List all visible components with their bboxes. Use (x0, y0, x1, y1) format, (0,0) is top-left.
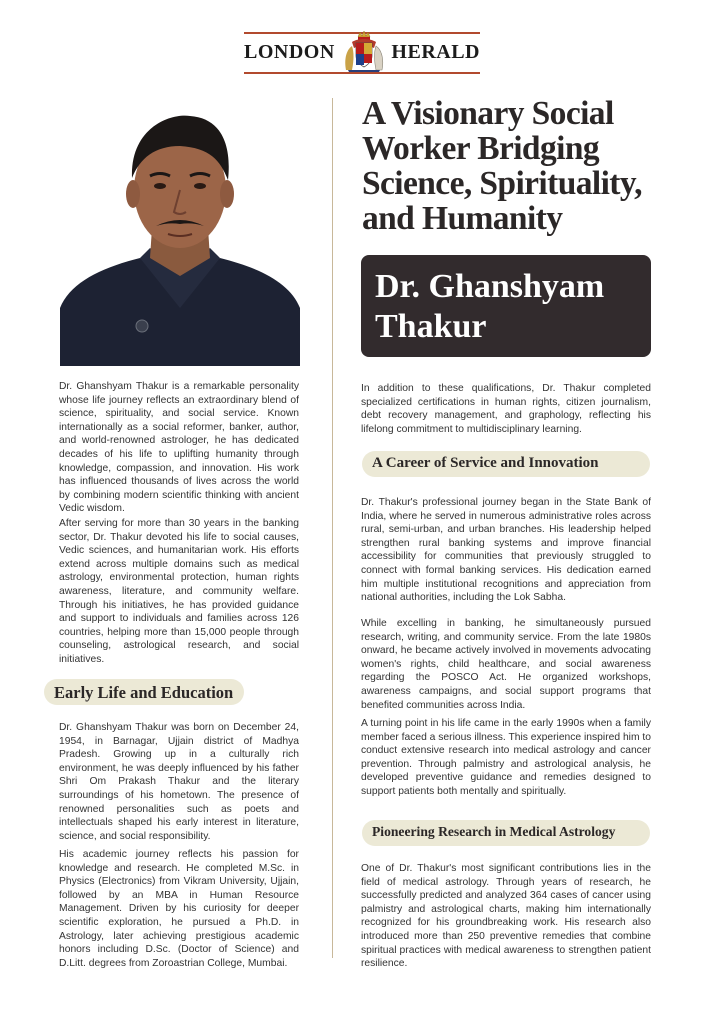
community-service-paragraph: While excelling in banking, he simultaneously pursued research, writing, and community service. From the late 1980s onward, he became actively involved in movements advocating women's rights, child healthcare, and social awareness regarding the POSCO Act. He organized workshops, awareness campaigns, and social support programs that benefited communities across India. (361, 618, 651, 711)
medical-astrology-paragraph: One of Dr. Thakur's most significant contributions lies in the field of medical astrology. Through years of research, he successfully predicted and analyzed 364 cases of cancer using palmistry and astrological charts, making him internationally recognized for his groundbreaking work. His research also introduced more than 250 preventive remedies that combine spiritual practices with medical awareness to strengthen patient resilience. (361, 863, 651, 970)
professional-journey-paragraph: Dr. Thakur's professional journey began in the State Bank of India, where he served in numerous administrative roles across rural, semi-urban, and urban branches. His leadership helped strengthen rural banking systems and improve financial accessibility for communities that previously struggled to connect with formal banking services. His dedication earned him multiple institutional recognitions and appreciation from national authorities, including the Lok Sabha. (361, 497, 651, 604)
masthead-right-word: HERALD (391, 41, 480, 63)
name-box (361, 255, 651, 357)
turning-point-paragraph: A turning point in his life came in the early 1990s when a family member faced a serious illness. This experience inspired him to conduct extensive research into medical astrology and cancer prevention. Through palmistry and astrological analysis, he developed preventive guidance and remedies designed to support patients both mentally and spiritually. (361, 718, 651, 797)
section-heading-research: Pioneering Research in Medical Astrology (362, 820, 650, 846)
certifications-paragraph: In addition to these qualifications, Dr. Thakur completed specialized certifications in human rights, citizen journalism, debt recovery management, and graphology, reflecting his lifelong commitment to multidisciplinary learning. (361, 383, 651, 435)
intro-paragraph: Dr. Ghanshyam Thakur is a remarkable personality whose life journey reflects an extraordinary blend of science, spirituality, and social service. Known internationally as a social reformer, banker, author, and world-renowned astrologer, he has dedicated decades of his life to uplifting humanity through knowledge, compassion, and innovation. His work has influenced thousands of lives across the world by combining modern scientific thinking with ancient Vedic wisdom. (59, 381, 299, 515)
masthead-bottom-rule (244, 72, 480, 74)
education-paragraph: His academic journey reflects his passion for knowledge and research. He completed M.Sc. in Physics (Electronics) from Vikram University, Ujjain, followed by an MBA in Human Resource Management. Driven by his curiosity for deeper scientific exploration, he pursued a Ph.D. in Astrology, later achieving prestigious academic honors including D.Sc. (Doctor of Science) and D.Litt. degrees from Zoroastrian College, Mumbai. (59, 849, 299, 969)
portrait-illustration (60, 98, 300, 366)
subject-name: Dr. Ghanshyam Thakur (375, 268, 605, 345)
section-heading-career: A Career of Service and Innovation (362, 451, 650, 477)
banking-career-paragraph: After serving for more than 30 years in the banking sector, Dr. Thakur devoted his life to social causes, Vedic sciences, and humanitarian work. His efforts extend across multiple domains such as medical astrology, environmental protection, human rights awareness, literature, and community welfare. Through his initiatives, he has provided guidance and support to individuals and families across 126 countries, helping more than 15,000 people through counseling, astrological research, and social initiatives. (59, 518, 299, 665)
headline: A Visionary Social Worker Bridging Science, Spirituality, and Humanity (362, 95, 642, 237)
section-heading-early-life: Early Life and Education (44, 679, 244, 705)
portrait-photo (60, 98, 300, 366)
masthead (244, 32, 480, 76)
column-divider (332, 98, 333, 958)
masthead-left-word: LONDON (244, 41, 335, 63)
royal-coat-of-arms-icon (340, 28, 388, 76)
early-life-paragraph: Dr. Ghanshyam Thakur was born on December 24, 1954, in Barnagar, Ujjain district of Madhya Pradesh. Growing up in a culturally rich environment, he was deeply influenced by his father Shri Om Prakash Thakur and the literary surroundings of his hometown. The presence of renowned personalities such as poets and intellectuals shaped his early interest in literature, science, and social responsibility. (59, 722, 299, 842)
